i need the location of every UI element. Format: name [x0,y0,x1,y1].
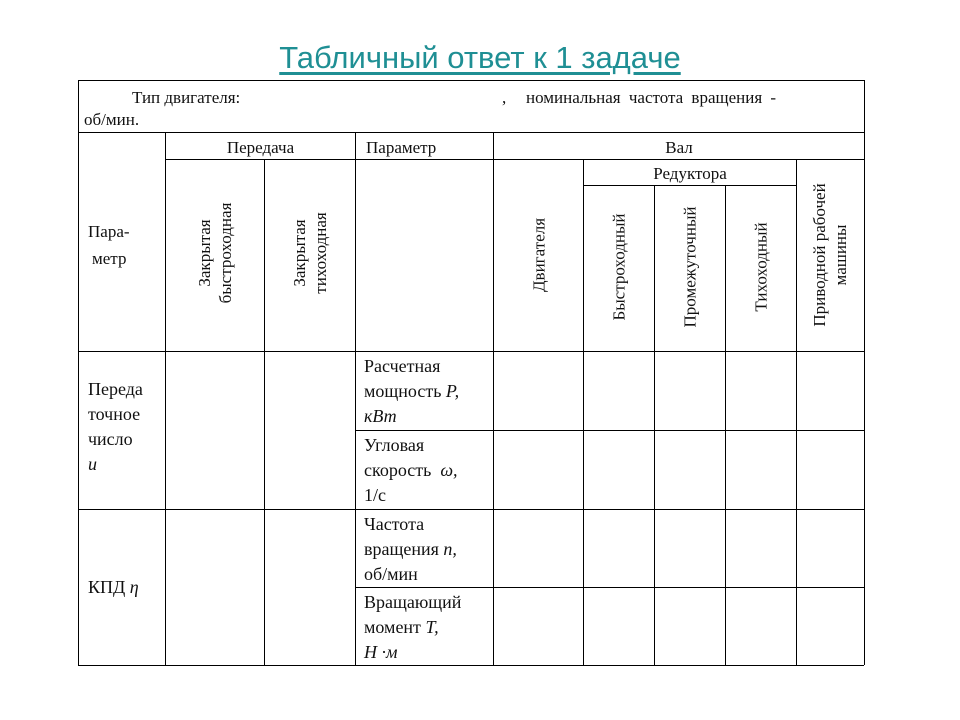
table-col-reducer-slow [725,185,726,665]
engine-header: Двигателя [529,217,549,293]
angular-speed-parameter: Угловая скорость ω, 1/с [364,435,458,505]
engine-type-label: Тип двигателя: [132,88,241,107]
ratio-row-label: Переда точное число u [88,379,143,474]
reducer-fast-header: Быстроходный [609,213,629,321]
table-col-parameter [355,132,356,665]
table-rule-param-3 [355,587,864,588]
rotation-frequency-parameter: Частота вращения n, об/мин [364,514,457,584]
param-header-line2: метр [92,249,127,268]
shaft-header: Вал [665,138,693,157]
closed-fast-header: Закрытая быстроходная [195,202,235,304]
table-rule-param-1 [355,430,864,431]
torque-parameter: Вращающий момент T, Н ·м [364,592,462,662]
param-header-line1: Пара- [88,222,130,241]
table-rule-row-split [78,509,864,510]
page-title: Табличный ответ к 1 задаче [279,40,681,75]
table-col-slow [264,159,265,665]
reducer-intermediate-header: Промежуточный [680,206,700,328]
transmission-header: Передача [226,138,295,157]
table-rule-groups [165,159,864,160]
table-col-drive [796,159,797,665]
table-rule-reducer [583,185,796,186]
table-rule-header [78,132,864,133]
table-col-reducer-fast [583,159,584,665]
reducer-slow-header: Тихоходный [751,222,771,312]
table-border-bottom [78,665,864,666]
header-units: об/мин. [84,110,140,129]
power-parameter: Расчетная мощность P, кВт [364,356,460,426]
reducer-header: Редуктора [653,164,727,183]
table-border-right [864,80,865,665]
header-comma: , [502,88,507,107]
table-col-reducer-mid [654,185,655,665]
parameter-header: Параметр [366,138,437,157]
table-col-engine [493,132,494,665]
efficiency-row-label: КПД η [88,577,139,597]
nominal-speed-label: номинальная частота вращения - [526,88,777,107]
closed-slow-header: Закрытая тихоходная [290,212,330,294]
table-border-top [78,80,864,81]
table-border-left [78,80,79,665]
table-rule-body [78,351,864,352]
table-col-fast [165,132,166,665]
drive-machine-header: Приводной рабочей машины [810,183,850,327]
